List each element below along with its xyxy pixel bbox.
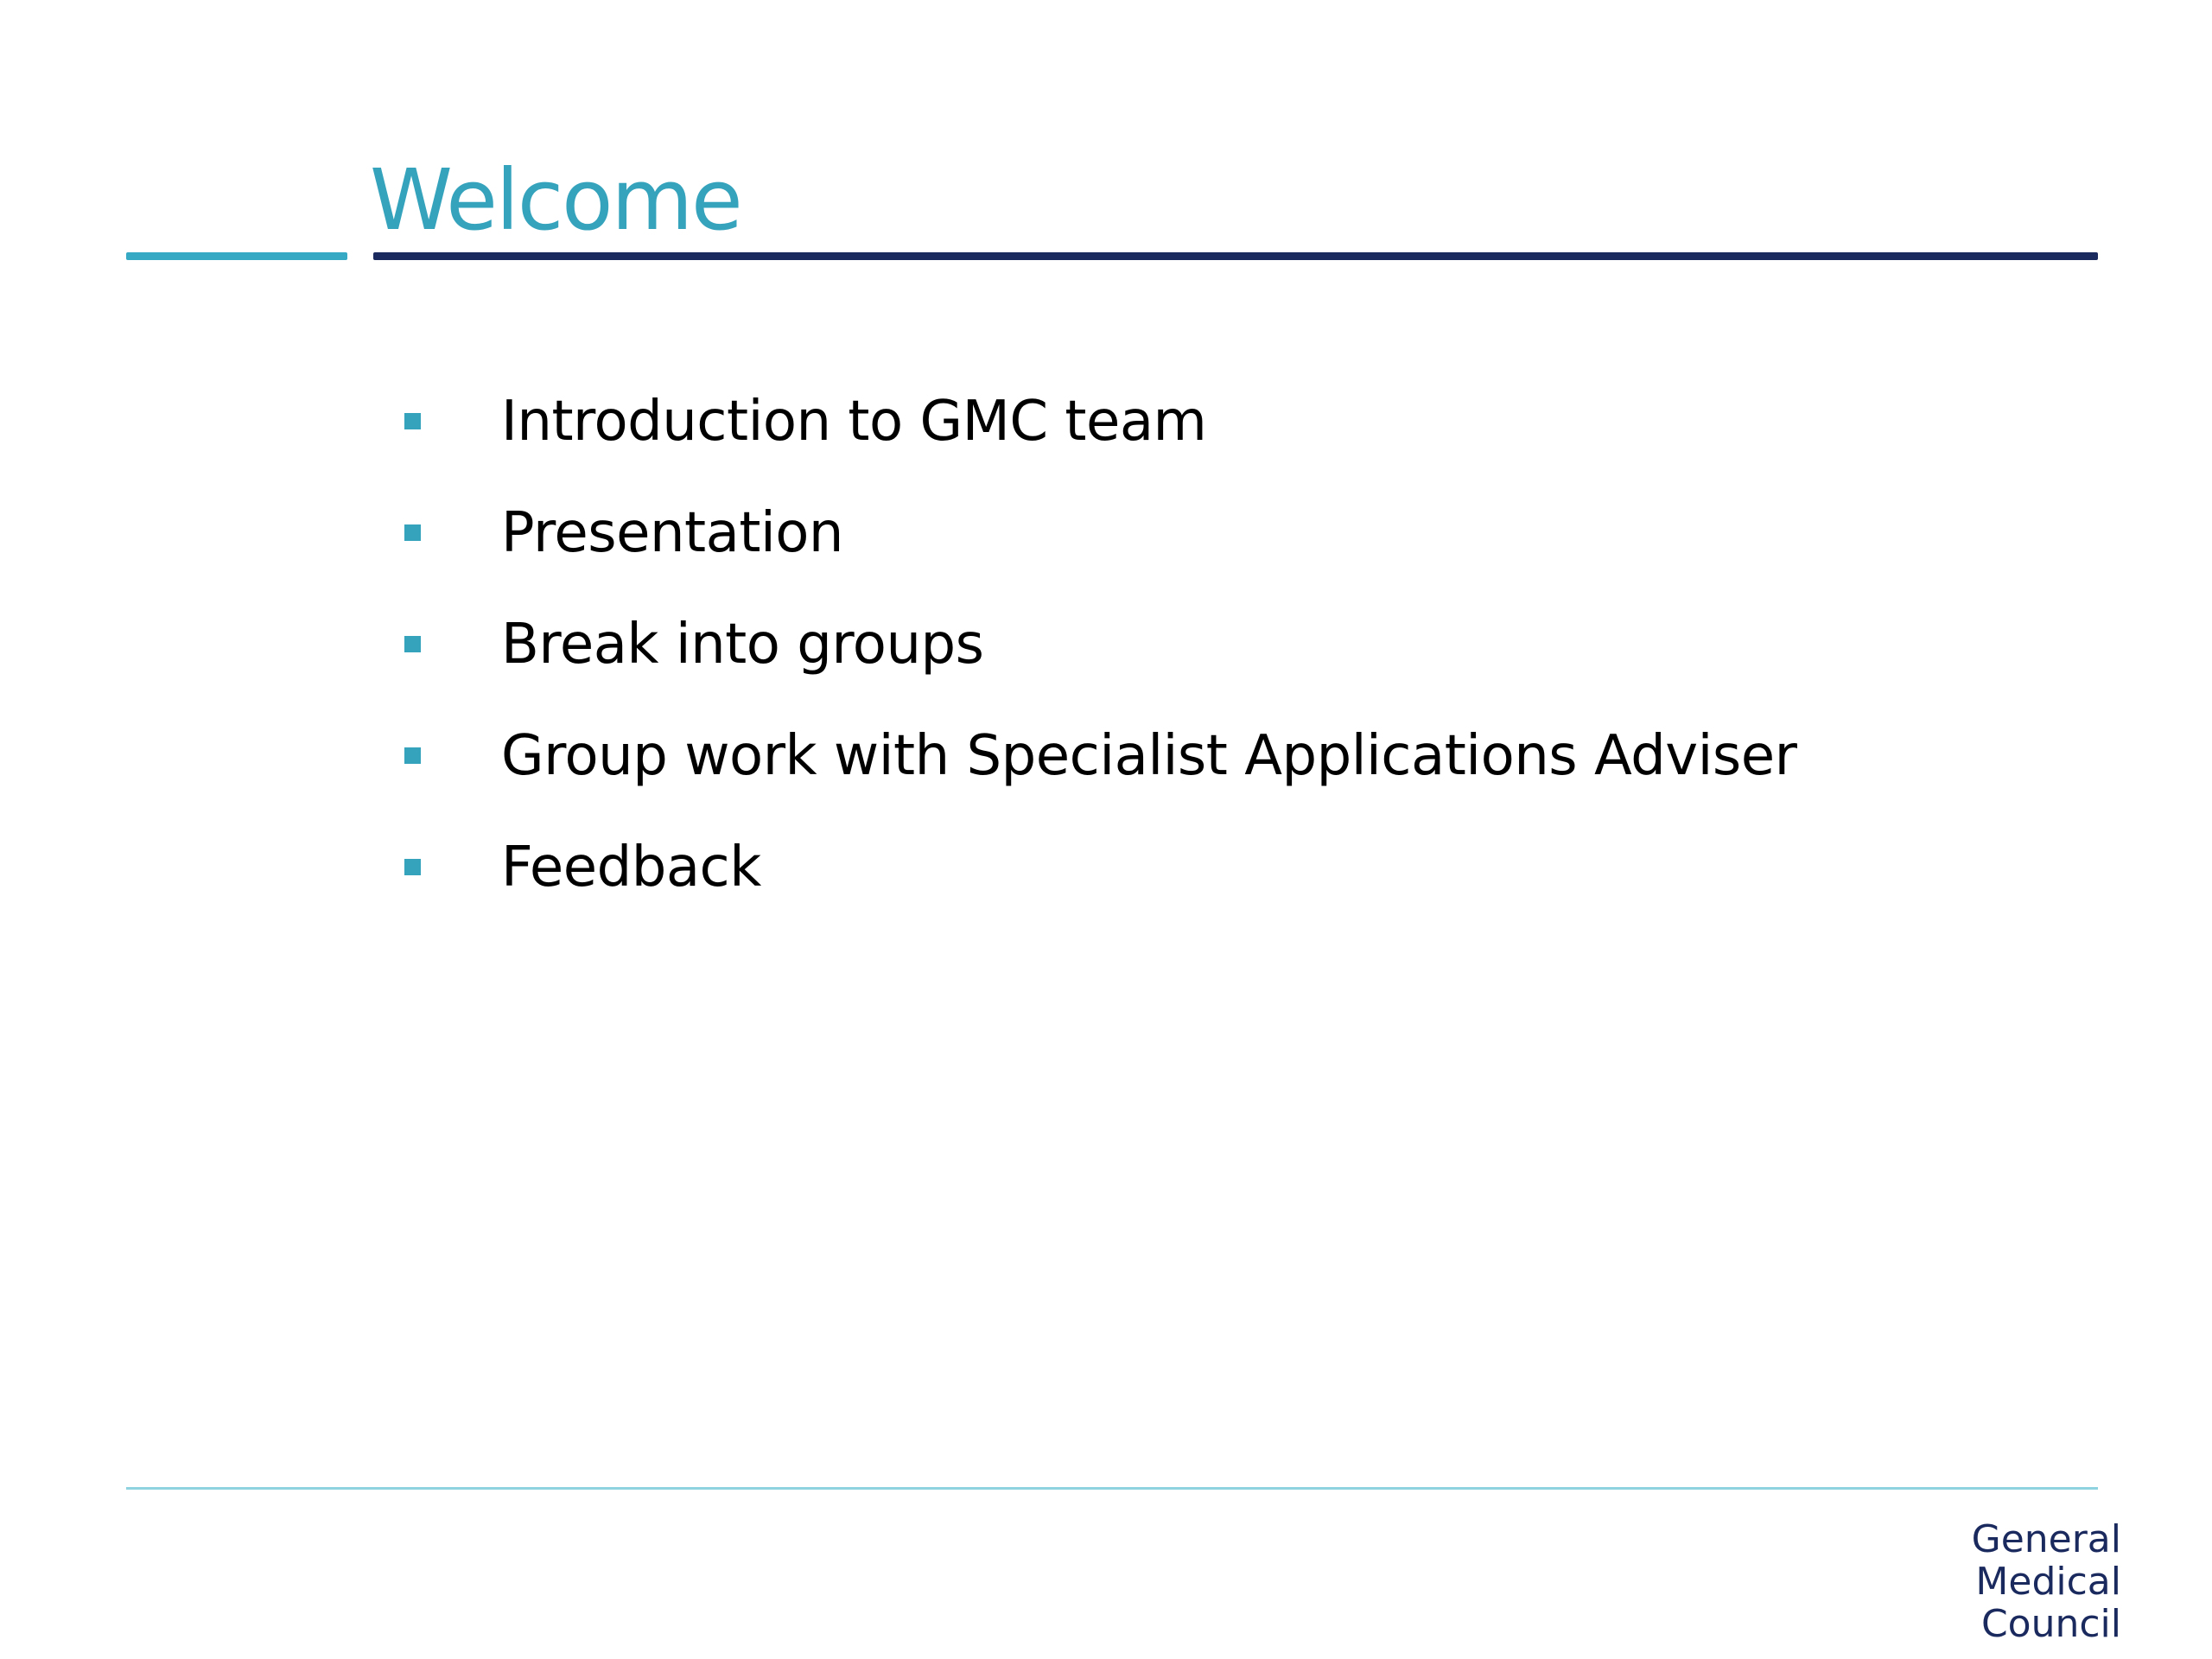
bullet-text: Break into groups: [501, 612, 984, 677]
bullet-text: Group work with Specialist Applications Adviser: [501, 723, 1797, 788]
bullet-item: [404, 588, 1796, 700]
square-bullet-icon: [404, 413, 421, 429]
bullet-item: [404, 700, 1796, 811]
bullet-text: Feedback: [501, 835, 761, 899]
bullet-text: Introduction to GMC team: [501, 389, 1207, 454]
square-bullet-icon: [404, 747, 421, 764]
title-accent-rule: [126, 252, 347, 260]
title-underline-rule: [373, 252, 2098, 260]
square-bullet-icon: [404, 524, 421, 541]
logo-line: Medical: [1975, 1560, 2121, 1604]
bullet-item: [404, 811, 1796, 923]
gmc-logo: [1972, 1518, 2121, 1645]
slide-title: Welcome: [370, 151, 741, 249]
bullet-item: [404, 477, 1796, 588]
bullet-list: [404, 365, 1796, 923]
bullet-item: [404, 365, 1796, 477]
bullet-text: Presentation: [501, 500, 843, 565]
logo-line: Council: [1980, 1602, 2121, 1646]
square-bullet-icon: [404, 859, 421, 875]
logo-line: General: [1971, 1517, 2121, 1561]
square-bullet-icon: [404, 636, 421, 652]
footer-rule: [126, 1487, 2098, 1490]
